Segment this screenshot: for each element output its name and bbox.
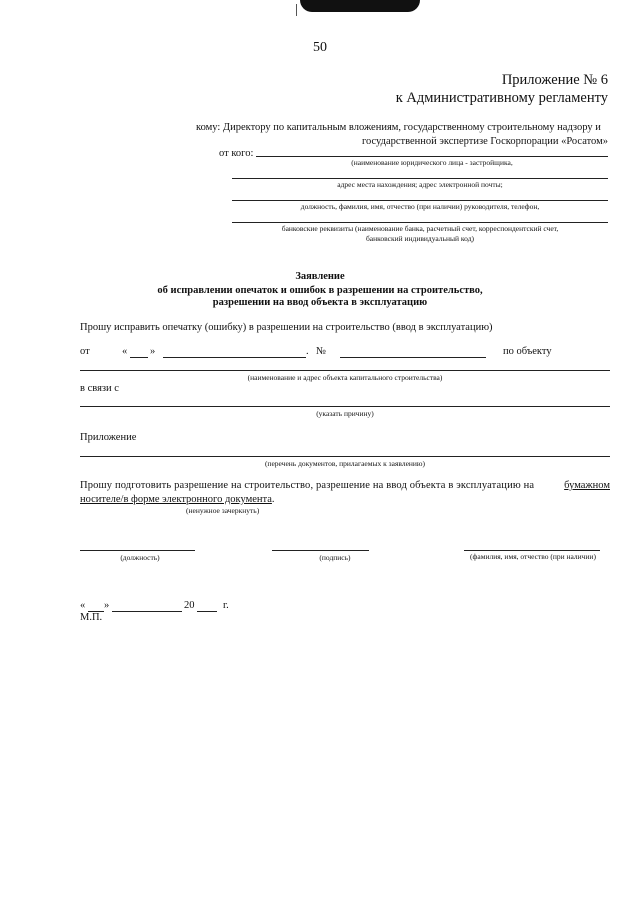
sender-hint-1: (наименование юридического лица - застройщика, (351, 158, 513, 167)
year-suffix: г. (223, 600, 229, 611)
date-dot: . (306, 346, 309, 357)
sender-bank-field[interactable] (232, 222, 608, 223)
sender-contact-field[interactable] (232, 200, 608, 201)
prepare-option-paper[interactable]: бумажном (564, 480, 610, 491)
object-hint: (наименование и адрес объекта капитального строительства) (247, 373, 443, 382)
sign-year-field[interactable] (197, 611, 217, 612)
full-name-hint: (фамилия, имя, отчество (при наличии) (470, 552, 596, 561)
addressee-line-2: государственной экспертизе Госкорпорации «Росатом» (361, 136, 608, 147)
number-sign: № (316, 346, 327, 357)
sender-hint-4b: банковский индивидуальный код) (365, 234, 475, 243)
reason-hint: (указать причину) (316, 409, 374, 418)
appendix-subtitle: к Административному регламенту (395, 90, 608, 106)
sender-name-field[interactable] (256, 156, 608, 157)
request-text: Прошу исправить опечатку (ошибку) в разрешении на строительство (ввод в эксплуатацию) (80, 322, 493, 333)
position-field[interactable] (80, 550, 195, 551)
page-number: 50 (313, 40, 327, 55)
signature-field[interactable] (272, 550, 369, 551)
addressee-line-1: кому: Директору по капитальным вложениям, государственному строительному надзору и (196, 122, 601, 133)
date-quote-open: « (122, 346, 128, 357)
position-hint: (должность) (120, 553, 160, 562)
prepare-line-1 (80, 480, 610, 491)
prepare-hint: (ненужное зачеркнуть) (186, 506, 260, 515)
permit-date-field[interactable] (163, 357, 306, 358)
prepare-option-electronic[interactable]: носителе/в форме электронного документа (80, 494, 272, 505)
sender-hint-2: адрес места нахождения; адрес электронной почты; (337, 180, 503, 189)
appendix-title: Приложение № 6 (501, 72, 608, 88)
from-label: от (80, 346, 90, 357)
by-object-label: по объекту (503, 346, 552, 357)
permit-day-field[interactable] (130, 357, 148, 358)
sender-label: от кого: (219, 148, 254, 159)
object-field[interactable] (80, 370, 610, 371)
statement-subtitle-1: об исправлении опечаток и ошибок в разрешении на строительство, (157, 285, 483, 296)
scan-edge-mark (300, 0, 420, 12)
sign-date-quote-close: » (104, 600, 110, 611)
sign-century: 20 (184, 600, 195, 611)
reason-field[interactable] (80, 406, 610, 407)
sign-month-field[interactable] (112, 611, 182, 612)
prepare-period: . (271, 494, 275, 505)
sender-hint-4a: банковские реквизиты (наименование банка, расчетный счет, корреспондентский счет, (281, 224, 559, 233)
attachment-hint: (перечень документов, прилагаемых к заявлению) (264, 459, 426, 468)
attachment-label: Приложение (80, 432, 137, 443)
signature-hint: (подпись) (319, 553, 351, 562)
statement-subtitle-2: разрешении на ввод объекта в эксплуатацию (212, 297, 428, 308)
statement-title: Заявление (295, 271, 345, 282)
reason-label: в связи с (80, 383, 119, 394)
date-quote-close: » (150, 346, 156, 357)
prepare-text-1: Прошу подготовить разрешение на строительство, разрешение на ввод объекта в эксплуатацию на (80, 480, 535, 491)
prepare-line-2 (80, 494, 275, 505)
scan-tick-mark (296, 4, 299, 16)
permit-number-field[interactable] (340, 357, 486, 358)
sign-date-quote-open: « (80, 600, 86, 611)
stamp-label: М.П. (80, 612, 103, 623)
sender-address-field[interactable] (232, 178, 608, 179)
sender-hint-3: должность, фамилия, имя, отчество (при наличии) руководителя, телефон, (300, 202, 540, 211)
attachment-field[interactable] (80, 456, 610, 457)
full-name-field[interactable] (464, 550, 600, 551)
